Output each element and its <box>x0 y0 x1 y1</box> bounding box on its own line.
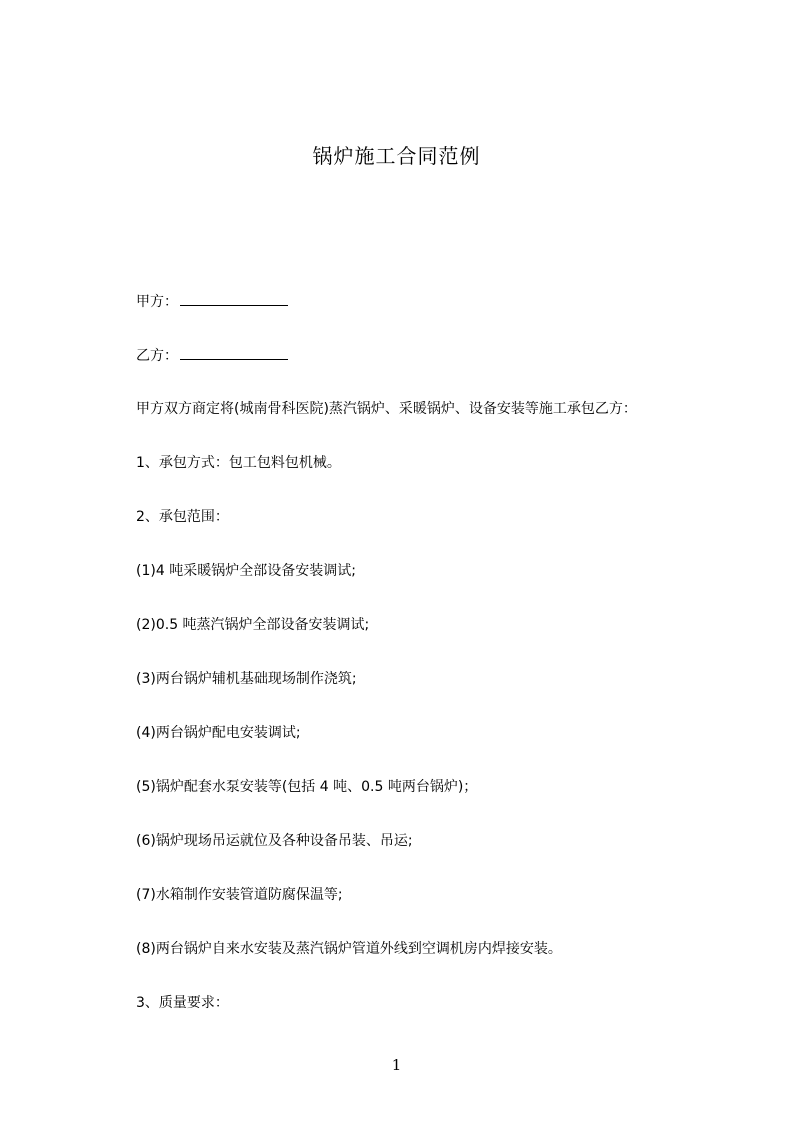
party-b-blank <box>180 345 288 360</box>
scope-item: (5)锅炉配套水泵安装等(包括 4 吨、0.5 吨两台锅炉)； <box>136 779 478 795</box>
party-a-label: 甲方： <box>136 294 178 310</box>
party-b-label: 乙方： <box>136 348 178 364</box>
clause-2-heading: 2、承包范围： <box>136 509 229 525</box>
clause-1: 1、承包方式：包工包料包机械。 <box>136 455 341 471</box>
intro-paragraph: 甲方双方商定将(城南骨科医院)蒸汽锅炉、采暖锅炉、设备安装等施工承包乙方： <box>136 401 637 417</box>
scope-item: (8)两台锅炉自来水安装及蒸汽锅炉管道外线到空调机房内焊接安装。 <box>136 941 562 957</box>
party-b-line <box>136 345 288 366</box>
scope-item: (6)锅炉现场吊运就位及各种设备吊装、吊运; <box>136 833 413 849</box>
scope-item: (7)水箱制作安装管道防腐保温等; <box>136 887 343 903</box>
scope-item: (3)两台锅炉辅机基础现场制作浇筑; <box>136 671 357 687</box>
page-number: 1 <box>391 1056 402 1074</box>
party-a-line <box>136 291 288 312</box>
party-a-blank <box>180 291 288 306</box>
scope-item: (4)两台锅炉配电安装调试; <box>136 725 301 741</box>
document-title: 锅炉施工合同范例 <box>312 144 481 168</box>
clause-3-heading: 3、质量要求： <box>136 995 229 1011</box>
scope-item: (1)4 吨采暖锅炉全部设备安装调试; <box>136 563 356 579</box>
scope-item: (2)0.5 吨蒸汽锅炉全部设备安装调试; <box>136 617 370 633</box>
